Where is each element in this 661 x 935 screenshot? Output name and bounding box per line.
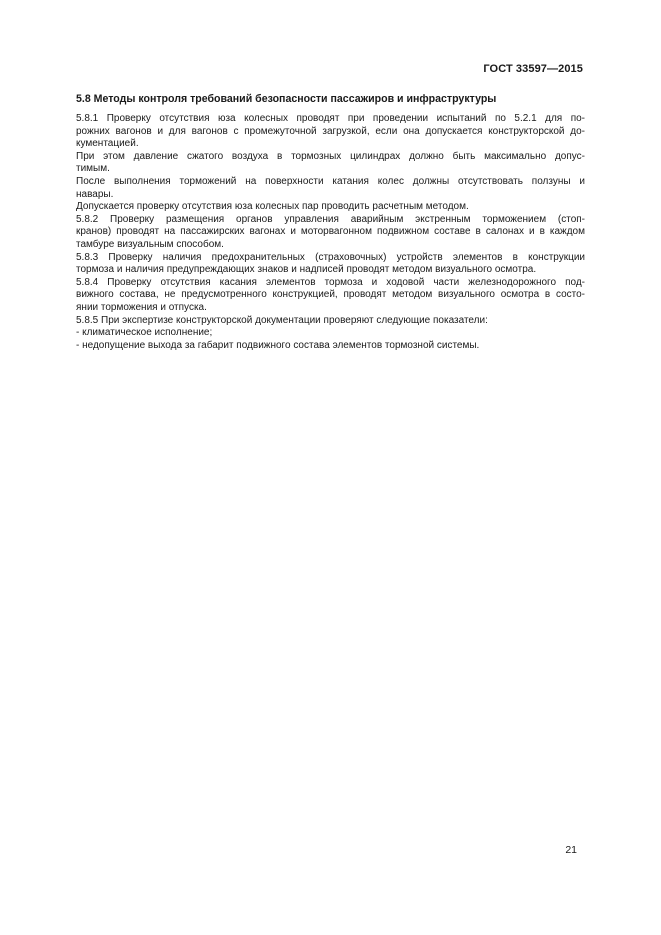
text-line: вижного состава, не предусмотренного конструкцией, проводят методом визуального осмотра в состо-: [76, 289, 585, 301]
paragraph-calculation: [76, 201, 585, 214]
text-line: - климатическое исполнение;: [76, 327, 213, 339]
paragraph-5-8-5: [76, 315, 585, 328]
text-line: кранов) проводят на пассажирских вагонах и моторвагонном подвижном составе в салонах и в каждом: [76, 226, 585, 238]
text-line: 5.8.5 При экспертизе конструкторской документации проверяют следующие показатели:: [76, 314, 488, 326]
text-line: 5.8.2 Проверку размещения органов управления аварийным экстренным торможением (стоп-: [76, 213, 585, 225]
list-item-climate: [76, 327, 585, 340]
text-line: При этом давление сжатого воздуха в тормозных цилиндрах должно быть максимально допус-: [76, 150, 585, 162]
text-line: 5.8.4 Проверку отсутствия касания элементов тормоза и ходовой части железнодорожного под-: [76, 276, 585, 288]
paragraph-after-braking: [76, 176, 585, 201]
paragraph-pressure: [76, 151, 585, 176]
document-content: [76, 93, 585, 352]
paragraph-5-8-1: [76, 113, 585, 151]
list-item-gauge: [76, 340, 585, 353]
document-header-id: ГОСТ 33597—2015: [483, 63, 583, 75]
section-title: 5.8 Методы контроля требований безопасности пассажиров и инфраструктуры: [76, 93, 497, 105]
text-line: навары.: [76, 188, 114, 200]
paragraph-5-8-3: [76, 252, 585, 277]
text-line: тамбуре визуальным способом.: [76, 238, 224, 250]
text-line: После выполнения торможений на поверхности катания колес должны отсутствовать ползуны и: [76, 175, 585, 187]
paragraph-list: [76, 113, 585, 352]
text-line: рожних вагонов и для вагонов с промежуточной загрузкой, если она допускается конструкторской до-: [76, 125, 585, 137]
text-line: тимым.: [76, 163, 110, 175]
text-line: Допускается проверку отсутствия юза колесных пар проводить расчетным методом.: [76, 201, 469, 213]
text-line: кументацией.: [76, 138, 139, 150]
paragraph-5-8-4: [76, 277, 585, 315]
text-line: 5.8.3 Проверку наличия предохранительных (страховочных) устройств элементов в конструкции: [76, 251, 585, 263]
text-line: - недопущение выхода за габарит подвижного состава элементов тормозной системы.: [76, 339, 480, 351]
page-number: 21: [565, 844, 577, 856]
text-line: тормоза и наличия предупреждающих знаков и надписей проводят методом визуального осмотра.: [76, 264, 537, 276]
paragraph-5-8-2: [76, 214, 585, 252]
text-line: 5.8.1 Проверку отсутствия юза колесных проводят при проведении испытаний по 5.2.1 для по-: [76, 113, 585, 124]
text-line: янии торможения и отпуска.: [76, 301, 207, 313]
